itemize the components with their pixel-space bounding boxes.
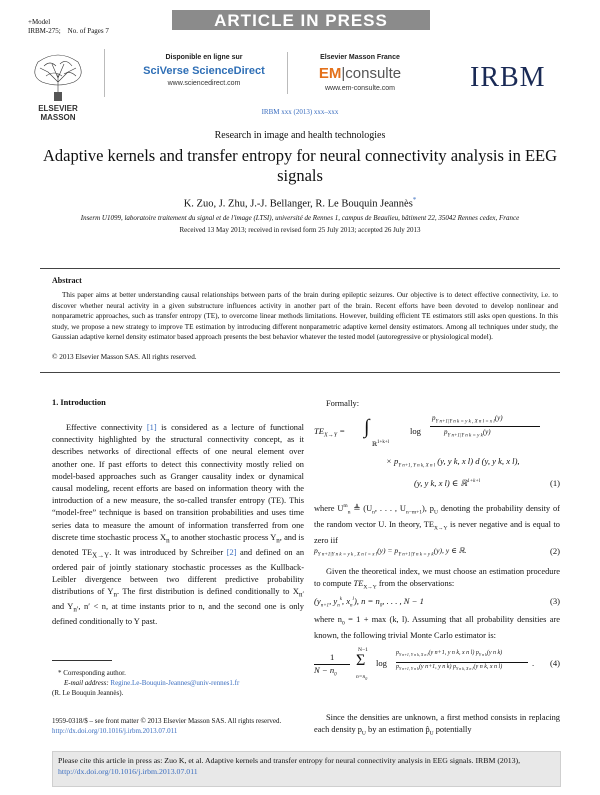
eq3-e: , x xyxy=(341,596,351,606)
eq1-line3: (y, y k, x l) ∈ ℝ xyxy=(414,478,468,488)
eq4-num-sub2: Y n k xyxy=(478,652,487,658)
intro-sub-l: n′ xyxy=(298,590,305,599)
eq3-sub-c: n xyxy=(337,603,340,609)
intro-text-b: is considered as a lecture of functional connectivity highlighted by the structural connectivity concept, as it describes networks of directional effects of one neural element over another one. If past efforts to detect this connectivity mostly relied on model-based approaches such as Granger causality index or dynamical causal modeling, recent efforts are based on information theory with the introduction of a new measure, the so-called transfer entropy (TE). This “model-free” technique is based on transition probabilities and uses time series data to measure the amount of information transferred from one discrete time stochastic process X xyxy=(52,423,305,542)
eq1-line2-sub: Y n+1, Y n k, X n l xyxy=(398,463,436,469)
eq4-num-sub: Y n+1, Y n k, X n l xyxy=(399,652,429,658)
eq2-mid: (y) = p xyxy=(377,546,399,555)
where1-j: denoting the probability density of the random vector U. In theory, TE xyxy=(314,503,560,529)
introduction-heading: 1. Introduction xyxy=(52,398,106,407)
corresponding-author-note: * Corresponding author. xyxy=(58,669,126,677)
affiliation: Inserm U1099, laboratoire traitement du signal et de l'image (LTSI), université de Rennes 1, campus de Beaulieu, bâtiment 22, 35042 Rennes cedex, France xyxy=(80,214,520,222)
journal-issue-link[interactable]: IRBM xxx (2013) xxx–xxx xyxy=(261,108,339,116)
authors-text: K. Zuo, J. Zhu, J.-J. Bellanger, R. Le Bouquin Jeannès xyxy=(183,198,413,210)
where1-d: ≜ (U xyxy=(350,503,373,513)
where1-g: n−m+1 xyxy=(405,509,422,516)
eq2-end: (y), y ∈ ℝ. xyxy=(433,546,467,555)
intro-text-i: and defined on an ordered pair of jointly stationary stochastic processes as the Kullback-Leibler divergence between two different predictive probability distributions of Y xyxy=(52,547,305,596)
footnote-rule xyxy=(52,660,112,661)
eq4-number: (4) xyxy=(549,658,560,668)
eq4-frac-den: N − n xyxy=(314,665,335,675)
eq4-frac-num: 1 xyxy=(330,652,335,662)
footnote xyxy=(52,668,240,698)
eq4-den-p: p xyxy=(396,664,399,670)
sciencedirect-logo[interactable]: SciVerse ScienceDirect xyxy=(143,65,265,77)
eq4-frac-den-sub: 0 xyxy=(334,672,337,678)
em-logo-consulte: consulte xyxy=(345,65,402,82)
where1-f: , . . . , U xyxy=(374,503,406,513)
citation-1[interactable]: [1] xyxy=(146,423,157,432)
given-b: TE xyxy=(353,579,364,589)
eq1-den-arg: (y) xyxy=(482,428,491,436)
eq1-fraction-bar xyxy=(430,426,540,427)
since-e: potentially xyxy=(433,725,472,735)
eq1-line2-arg: (y, y k, x l) d (y, y k, x l), xyxy=(437,456,520,466)
article-in-press-banner: ARTICLE IN PRESS xyxy=(172,10,430,30)
eq3-h: ), n = n xyxy=(353,596,380,606)
em-consulte-logo[interactable]: EM|consulte xyxy=(318,65,402,82)
header-divider xyxy=(104,49,105,97)
header-divider-2 xyxy=(287,52,288,94)
author-name-note: (R. Le Bouquin Jeannès). xyxy=(52,689,124,697)
em-top-text: Elsevier Masson France xyxy=(320,54,400,61)
eq1-den-sub: Y n+1|Y n k = y k xyxy=(447,433,483,439)
eq4-log-fraction-bar xyxy=(396,662,528,663)
eq1-num-sub: Y n+1|Y n k = y k , X n l = x l xyxy=(435,419,495,425)
eq3-a: (y xyxy=(314,596,321,606)
author-list xyxy=(0,196,600,210)
article-title: Adaptive kernels and transfer entropy for neural connectivity analysis in EEG signals xyxy=(42,146,558,185)
where-paragraph-2 xyxy=(314,614,560,642)
given-paragraph xyxy=(314,566,560,594)
intro-text-k: . The first distribution is defined conditionally to X xyxy=(116,586,299,596)
eq4-end: . xyxy=(532,658,535,668)
eq4-num-arg2: (y n k) xyxy=(486,650,503,656)
eq3-j: , . . . , N − 1 xyxy=(382,596,424,606)
irbm-journal-logo: IRBM xyxy=(470,62,546,93)
email-label: E-mail address: xyxy=(64,679,109,687)
citation-box-text xyxy=(58,755,553,777)
eq3-b: , y xyxy=(329,596,338,606)
abstract-body: This paper aims at better understanding causal relationships between parts of the brain during epileptic seizures. Our objective is to detect effective connectivity, i.e. to discover whether neural activity in a given substructure influences activity in another part of the brain. Recent efforts have been devoted to develop nonlinear and nonparametric approaches, such as transfer entropy (TE), to overcome linear methods limitations. However, building efficient TE estimators still asks open questions. In this study, we propose a new strategy to improve TE estimation by introducing different nonparametric adaptive kernel density estimators. Among all techniques under study, the Gaussian adaptive kernel density estimator based approach presents the best behavior whatever the tested model (autoregressive or physiological model). xyxy=(52,291,558,341)
eq4-sum-top: N−1 xyxy=(358,647,368,653)
em-consulte-url[interactable]: www.em-consulte.com xyxy=(324,85,396,92)
since-b: U xyxy=(361,730,366,737)
eq1-integral: ∫ xyxy=(364,416,370,438)
where1-k: X→Y xyxy=(434,525,448,532)
given-a: Given the theoretical index, we must choose an estimation procedure to compute xyxy=(314,567,560,589)
sciencedirect-url[interactable]: www.sciencedirect.com xyxy=(167,80,241,87)
intro-sub-c: n xyxy=(166,536,170,545)
eq1-domain-sup: 1+k+l xyxy=(377,440,390,445)
model-tag: +Model xyxy=(28,18,51,26)
formally-text: Formally: xyxy=(326,399,360,408)
since-paragraph xyxy=(314,712,560,740)
intro-sub-g: X→Y xyxy=(92,551,110,560)
where2-c: = 1 + max (k, l). Assuming that all probability densities are known, the following trivial Monte Carlo estimator is: xyxy=(314,615,560,640)
eq4-den-sub2: Y n k, X n l xyxy=(455,666,474,672)
masson-word: MASSON xyxy=(40,113,76,122)
eq1-line3-sup: 1+k+l xyxy=(467,479,481,485)
where2-a: where n xyxy=(314,615,342,624)
eq2-sub1: Y n+1|Y n k = y k , X n l = x l xyxy=(317,552,378,558)
equation-4 xyxy=(314,647,560,686)
where1-c: n xyxy=(347,509,351,516)
eq1-domain: ℝ xyxy=(372,442,377,448)
eq4-den-sub: Y n+1, Y n k xyxy=(399,666,419,672)
eq1-line2: × p xyxy=(386,456,399,466)
citation-2[interactable]: [2] xyxy=(226,547,237,557)
author-email-link[interactable]: Regine.Le-Bouquin-Jeannes@univ-rennes1.fr xyxy=(110,679,240,687)
since-a: Since the densities are unknown, a first method consists in replacing each density p xyxy=(314,713,560,735)
where1-l: is never negative and is equal to zero iif xyxy=(314,519,560,545)
eq2-p1: p xyxy=(314,546,318,555)
eq1-lhs: TE xyxy=(314,426,325,436)
abstract-heading: Abstract xyxy=(52,276,82,285)
eq4-sum: Σ xyxy=(356,652,366,669)
since-d: U xyxy=(429,730,434,737)
equation-1: $TE_{X\to Y}$ = ∫ ℝ$^{1+k+l}$ log $p_{Y n+1|Y n k = y k , X n l = x l}(y)$ $p_{Y n+1|Y n k = y k}(y)$ × $p_{Y n+1, Y n k, X n l}$ (y, y k, x l) d (y, y k, x l), (y, y k, x l) ∈ ℝ$^{1+k+l}$ (1) xyxy=(314,414,560,488)
elsevier-word: ELSEVIER xyxy=(38,104,78,113)
eq3-number: (3) xyxy=(549,596,560,606)
eq4-num-p: p xyxy=(396,650,399,656)
eq3-sup-d: k xyxy=(339,597,342,603)
front-matter-info xyxy=(52,716,281,736)
front-matter-line: 1959-0318/$ – see front matter © 2013 Elsevier Masson SAS. All rights reserved. xyxy=(52,717,282,725)
citation-doi-link[interactable]: http://dx.doi.org/10.1016/j.irbm.2013.07.011 xyxy=(58,767,198,776)
journal-ref: IRBM-275; xyxy=(28,27,61,35)
where1-b: m xyxy=(343,503,348,509)
eq3-sup-g: l xyxy=(352,597,354,603)
given-c: X→Y xyxy=(363,584,377,591)
doi-link[interactable]: http://dx.doi.org/10.1016/j.irbm.2013.07.011 xyxy=(52,727,178,735)
sd-available-text: Disponible en ligne sur xyxy=(165,54,243,61)
where1-a: where U xyxy=(314,503,344,513)
header-refs xyxy=(28,18,109,36)
section-label: Research in image and health technologies xyxy=(214,130,386,141)
eq1-log: log xyxy=(410,426,421,436)
intro-text-d: to another stochastic process Y xyxy=(169,532,277,542)
sciencedirect-block xyxy=(140,54,268,87)
where1-h: ), p xyxy=(421,503,434,513)
where1-i: U xyxy=(433,509,438,516)
equation-2 xyxy=(314,546,560,562)
eq1-den-p: p xyxy=(444,428,448,436)
intro-sub-j: n xyxy=(113,590,117,599)
em-logo-em: EM xyxy=(318,65,342,82)
eq4-sum-bot: n=n xyxy=(356,674,366,680)
received-dates: Received 13 May 2013; received in revised form 25 July 2013; accepted 26 July 2013 xyxy=(179,226,421,234)
corresponding-author-mark[interactable]: * xyxy=(412,196,417,204)
eq2-number: (2) xyxy=(549,546,560,556)
eq4-sum-bot-sub: 0 xyxy=(365,676,368,682)
where1-e: n xyxy=(372,509,375,516)
intro-text-o: , n′ < n, at time instants prior to n, and the second one is only defined conditionally to Y past. xyxy=(52,601,304,626)
given-d: from the observations: xyxy=(378,579,455,589)
eq4-den-arg: (y n+1, y n k) p xyxy=(418,664,456,670)
intro-text-h: . It was introduced by Schreiber xyxy=(109,547,224,557)
pages-note: No. of Pages 7 xyxy=(67,27,109,35)
eq1-lhs-sub: X→Y xyxy=(324,432,338,439)
abstract-top-rule xyxy=(40,268,560,269)
eq3-sub-f: n xyxy=(350,603,353,609)
eq3-sub-a: n+1 xyxy=(320,603,330,609)
intro-text-a: Effective connectivity xyxy=(66,423,143,432)
intro-sub-n: n′ xyxy=(73,605,79,614)
intro-sub-e: n xyxy=(276,536,280,545)
equation-3 xyxy=(314,596,560,612)
where2-b: 0 xyxy=(342,620,345,627)
eq1-number: (1) xyxy=(549,478,560,488)
eq3-sub-i: 0 xyxy=(379,603,383,609)
abstract-bottom-rule xyxy=(40,372,560,373)
abstract-copyright: © 2013 Elsevier Masson SAS. All rights reserved. xyxy=(52,353,197,361)
eq4-num-arg: (y n+1, y n k, x n l) p xyxy=(428,650,479,656)
where-paragraph-1 xyxy=(314,500,560,547)
intro-text-f: , and is denoted TE xyxy=(52,532,304,557)
eq1-num-arg: (y) xyxy=(494,414,503,422)
introduction-paragraph xyxy=(52,422,304,628)
eq2-sub2: Y n+1|Y n k = y k xyxy=(398,552,434,558)
em-consulte-block xyxy=(300,54,420,92)
eq4-den-arg2: (y n k, x n l) xyxy=(473,664,503,670)
eq4-log: log xyxy=(376,658,387,668)
eq1-num-p: p xyxy=(432,414,436,422)
citation-text: Please cite this article in press as: Zuo K, et al. Adaptive kernels and transfer entropy for neural connectivity analysis in EEG signals. IRBM (2013), xyxy=(58,756,521,765)
intro-text-m: and Y xyxy=(52,601,74,611)
since-c: by an estimation p̂ xyxy=(365,725,430,735)
